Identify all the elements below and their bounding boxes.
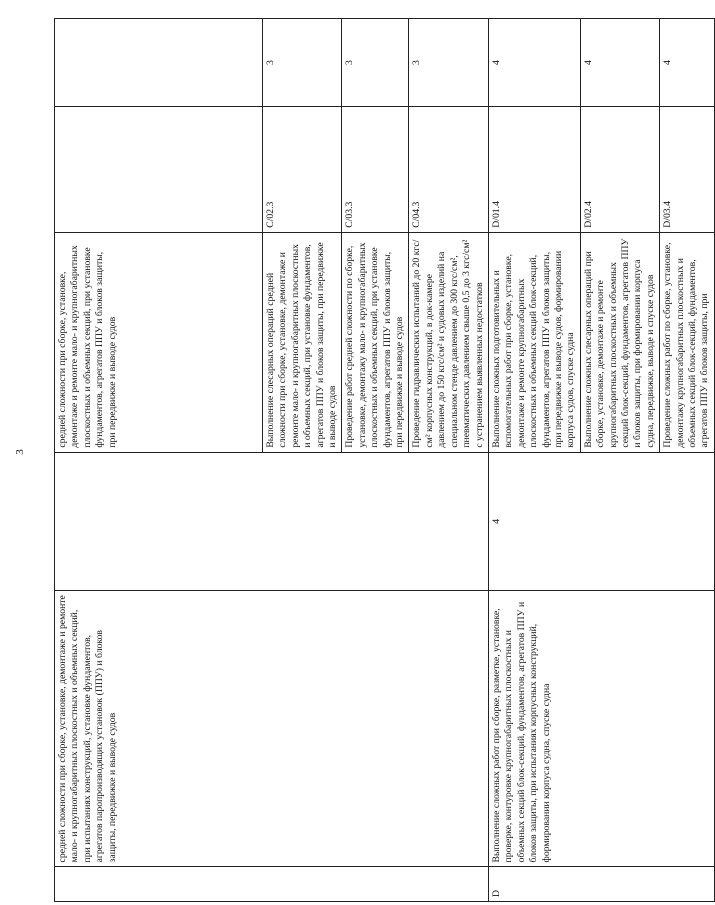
labor-function-level-cell: 3 — [342, 19, 409, 107]
function-code-cell: D — [488, 867, 714, 902]
generalized-function-text: средней сложности при сборке, установке, демонтаже и ремонте мало- и крупногабаритных плоскостных и объемных секций, при испытаниях конструкций, установке фундаментов, агрегатов паропроизводящих установок (ППУ) и блоков защиты, передвижке и выводе судов — [57, 595, 118, 863]
table-row — [55, 19, 263, 902]
table-row — [488, 19, 580, 902]
labor-function-cell: средней сложности при сборке, установке, демонтаже и ремонте мало- и крупногабаритных плоскостных и объемных секций, при установке фундаментов, агрегатов ППУ и блоков защиты, при передвижке и выводе судов — [55, 232, 263, 452]
labor-function-cell: Проведение работ средней сложности по сборке, установке, демонтажу мало- и крупногабаритных плоскостных и объемных секций, при установке фундаментов, агрегатов ППУ и блоков защиты, при передвижке и выводе судов — [342, 232, 409, 452]
labor-function-cell: Выполнение сложных подготовительных и вспомогательных работ при сборке, установке, демонтаже и ремонте крупногабаритных плоскостных и объемных секций блок-секций, фундаментов, агрегатов ППУ и блоков защиты, при передвижке и выводе судов, формировании корпуса судов, спуске судна — [488, 232, 580, 452]
labor-function-cell: Выполнение сложных слесарных операций при сборке, установке, демонтаже и ремонте крупногабаритных плоскостных и объемных секций блок-секций, фундаментов, агрегатов ППУ и блоков защиты, при формировании корпуса судна, передвижке, выводе и спуске судов — [580, 232, 659, 452]
labor-function-level-cell: 3 — [409, 19, 488, 107]
labor-function-code-cell: D/03.4 — [660, 107, 715, 233]
generalized-function-cell — [55, 590, 489, 867]
labor-function-code-cell: С/03.3 — [342, 107, 409, 233]
labor-function-code-cell: D/01.4 — [488, 107, 580, 233]
functions-table — [54, 18, 715, 902]
labor-function-level-cell: 4 — [580, 19, 659, 107]
labor-function-level-cell — [55, 19, 263, 107]
page-number: 3 — [14, 449, 26, 455]
labor-function-cell: Выполнение слесарных операций средней сложности при сборке, установке, демонтаже и ремонте мало- и крупногабаритных плоскостных и объемных секций, при установке фундаментов, агрегатов ППУ и блоков защиты, при передвижке и выводе судов — [263, 232, 342, 452]
labor-function-code-cell: С/02.3 — [263, 107, 342, 233]
labor-function-level-cell: 4 — [488, 19, 580, 107]
labor-function-code-cell: С/04.3 — [409, 107, 488, 233]
rotated-table-container — [54, 18, 711, 902]
labor-function-level-cell: 4 — [660, 19, 715, 107]
generalized-function-cell — [488, 590, 714, 867]
labor-function-cell: Проведение гидравлических испытаний до 20 кгс/см² корпусных конструкций, в док-камере давлением до 150 кгс/см² и судовых изделий на специальном стенде давлением до 300 кгс/см², пневматических давлением свыше 0,5 до 3 кгс/см² с устранением выявленных недостатков — [409, 232, 488, 452]
labor-function-cell: Проведение сложных работ по сборке, установке, демонтажу крупногабаритных плоскостных и объемных секций блок-секций, фундаментов, агрегатов ППУ и блоков защиты, при — [660, 232, 715, 452]
generalized-function-text: Выполнение сложных работ при сборке, разметке, установке, проверке, контуровке крупногабаритных плоскостных и объемных секций блок-секций, фундаментов, агрегатов ППУ и блоков защиты, при испытаниях корпусных конструкций, формировании корпуса судна, спуске судна — [490, 601, 552, 863]
labor-function-level-cell: 3 — [263, 19, 342, 107]
function-code-cell — [55, 867, 489, 902]
labor-function-code-cell: D/02.4 — [580, 107, 659, 233]
qualification-level-cell — [55, 452, 489, 590]
qualification-level-cell: 4 — [488, 452, 714, 590]
labor-function-code-cell — [55, 107, 263, 233]
